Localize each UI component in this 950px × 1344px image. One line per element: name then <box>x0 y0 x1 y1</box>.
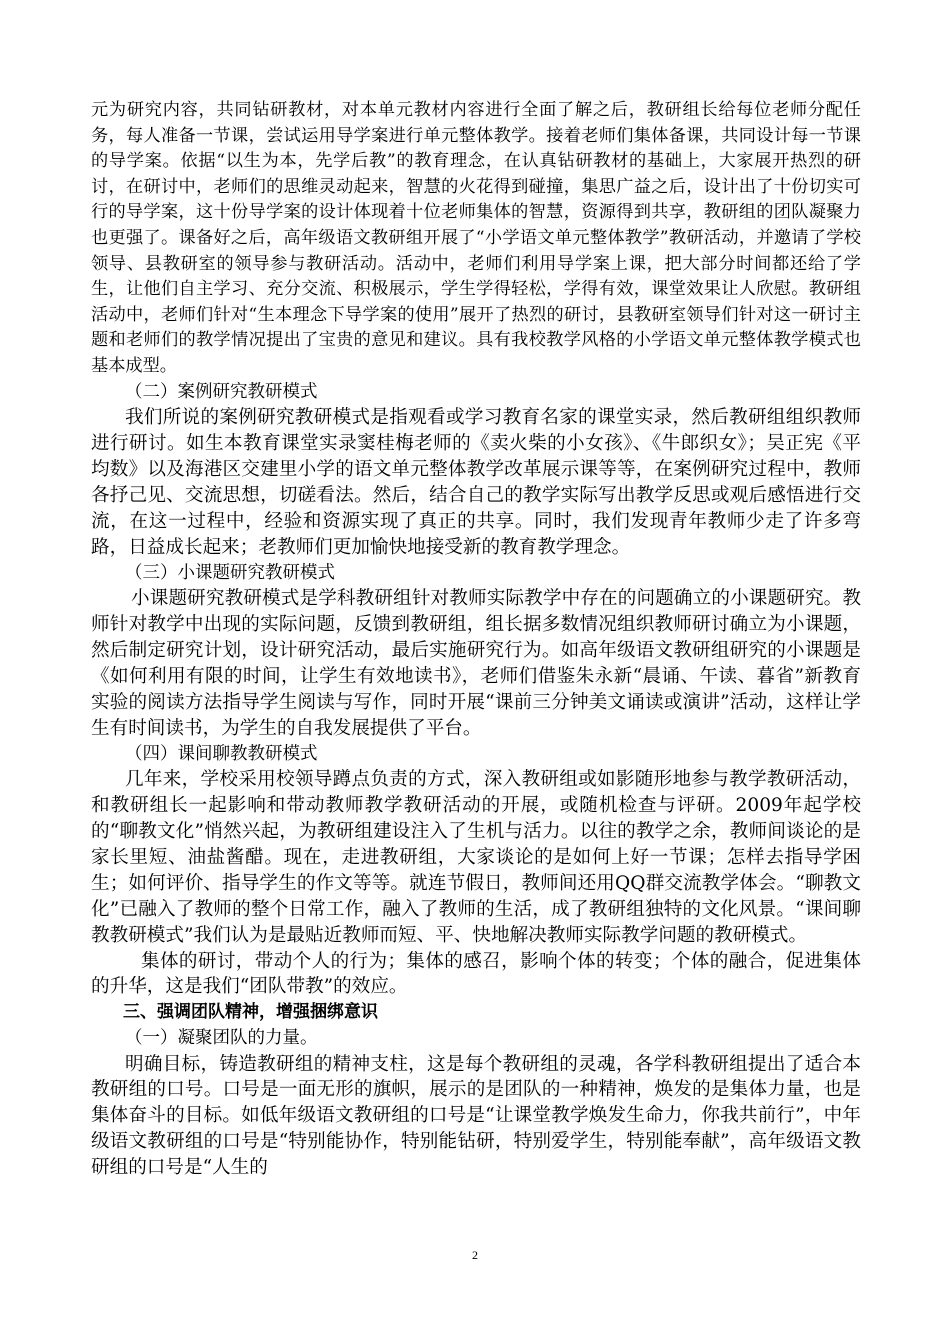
paragraph-case-study: 我们所说的案例研究教研模式是指观看或学习教育名家的课堂实录，然后教研组组织教师进行研讨。如生本教育课堂实录窦桂梅老师的《卖火柴的小女孩》、《牛郎织女》；吴正宪《平均数》以及海港区交建里小学的语文单元整体教学改革展示课等等，在案例研究过程中，教师各抒己见、交流思想，切磋看法。然后，结合自己的教学实际写出教学反思或观后感悟进行交流，在这一过程中，经验和资源实现了真正的共享。同时，我们发现青年教师少走了许多弯路，日益成长起来；老教师们更加愉快地接受新的教育教学理念。 <box>91 407 861 558</box>
paragraph-chat-teaching: 几年来，学校采用校领导蹲点负责的方式，深入教研组或如影随形地参与教学教研活动，和教研组长一起影响和带动教师教学教研活动的开展，或随机检查与评研。2009年起学校的“聊教文化”悄然兴起，为教研组建设注入了生机与活力。以往的教学之余，教师间谈论的是家长里短、油盐酱醋。现在，走进教研组，大家谈论的是如何上好一节课；怎样去指导学困生；如何评价、指导学生的作文等等。就连节假日，教师间还用QQ群交流教学体会。“聊教文化”已融入了教师的整个日常工作，融入了教师的生活，成了教研组独特的文化风景。“课间聊教教研模式”我们认为是最贴近教师而短、平、快地解决教师实际教学问题的教研模式。 <box>91 769 861 946</box>
paragraph-unit-teaching: 元为研究内容，共同钻研教材，对本单元教材内容进行全面了解之后，教研组长给每位老师分配任务，每人准备一节课，尝试运用导学案进行单元整体教学。接着老师们集体备课，共同设计每一节课的导学案。依据“以生为本，先学后教”的教育理念，在认真钻研教材的基础上，大家展开热烈的研讨，在研讨中，老师们的思维灵动起来，智慧的火花得到碰撞，集思广益之后，设计出了十份切实可行的导学案，这十份导学案的设计体现着十位老师集体的智慧，资源得到共享，教研组的团队凝聚力也更强了。课备好之后，高年级语文教研组开展了“小学语文单元整体教学”教研活动，并邀请了学校领导、县教研室的领导参与教研活动。活动中，老师们利用导学案上课，把大部分时间都还给了学生，让他们自主学习、充分交流、积极展示，学生学得轻松，学得有效，课堂效果让人欣慰。教研组活动中，老师们针对“生本理念下导学案的使用”展开了热烈的研讨，县教研室领导们针对这一研讨主题和老师们的教学情况提出了宝贵的意见和建议。具有我校教学风格的小学语文单元整体教学模式也基本成型。 <box>91 100 861 376</box>
page-number: 2 <box>472 1248 478 1262</box>
heading-chat-teaching-mode: （四）课间聊教教研模式 <box>125 743 318 764</box>
heading-team-strength: （一）凝聚团队的力量。 <box>125 1027 318 1048</box>
heading-small-topic-mode: （三）小课题研究教研模式 <box>125 562 335 583</box>
page-body <box>91 98 861 1181</box>
heading-case-study-mode: （二）案例研究教研模式 <box>125 381 318 402</box>
paragraph-small-topic: 小课题研究教研模式是学科教研组针对教师实际教学中存在的问题确立的小课题研究。教师针对教学中出现的实际问题，反馈到教研组，组长据多数情况组织教师研讨确立为小课题，然后制定研究计划，设计研究活动，最后实施研究行为。如高年级语文教研组研究的小课题是《如何利用有限的时间，让学生有效地读书》，老师们借鉴朱永新“晨诵、午读、暮省”新教育实验的阅读方法指导学生阅读与写作，同时开展“课前三分钟美文诵读或演讲”活动，这样让学生有时间读书，为学生的自我发展提供了平台。 <box>91 588 861 739</box>
section-heading-team-spirit: 三、强调团队精神，增强捆绑意识 <box>123 1002 378 1023</box>
paragraph-team-effect: 集体的研讨，带动个人的行为；集体的感召，影响个体的转变；个体的融合，促进集体的升华，这是我们“团队带教”的效应。 <box>91 950 861 998</box>
paragraph-team-slogans: 明确目标，铸造教研组的精神支柱，这是每个教研组的灵魂，各学科教研组提出了适合本教研组的口号。口号是一面无形的旗帜，展示的是团队的一种精神，焕发的是集体力量，也是集体奋斗的目标。如低年级语文教研组的口号是“让课堂教学焕发生命力，你我共前行”，中年级语文教研组的口号是“特别能协作，特别能钻研，特别爱学生，特别能奉献”，高年级语文教研组的口号是“人生的 <box>91 1053 861 1179</box>
